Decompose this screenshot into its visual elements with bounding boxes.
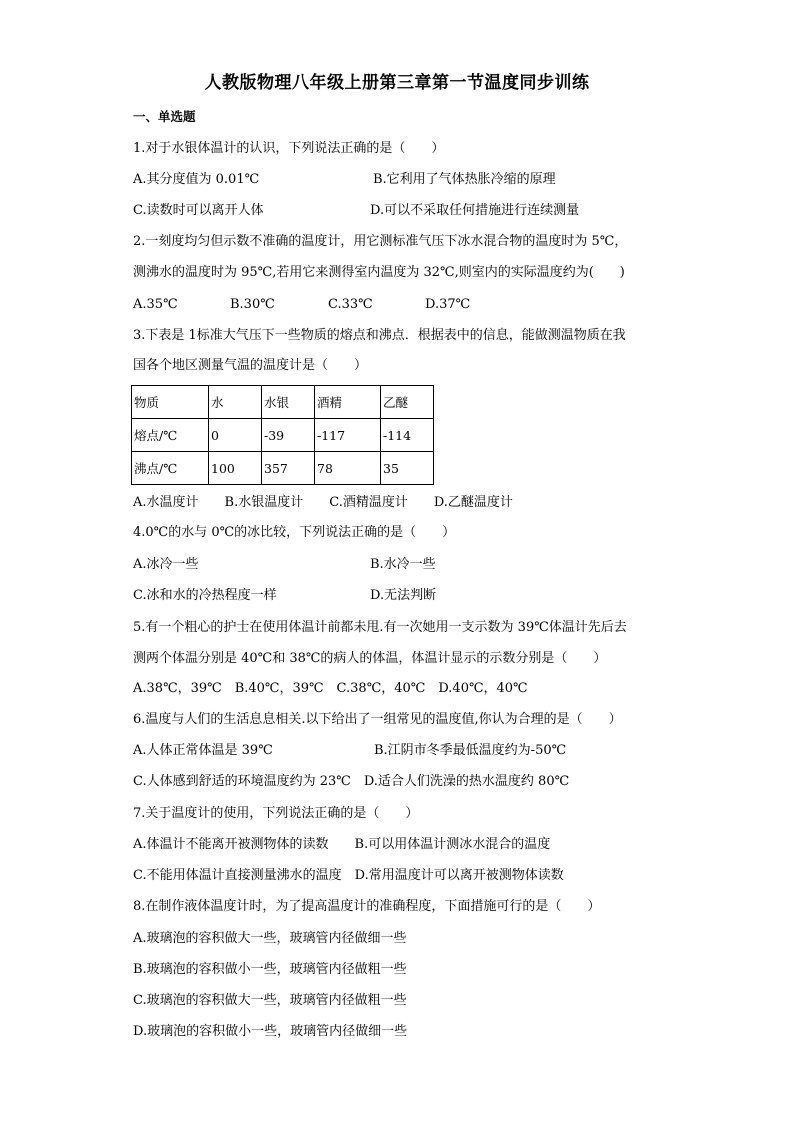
question-7-options-ab: A.体温计不能离开被测物体的读数 B.可以用体温计测冰水混合的温度 (133, 837, 551, 852)
question-4-option-b: B.水冷一些 (370, 557, 436, 572)
page-title: 人教版物理八年级上册第三章第一节温度同步训练 (204, 73, 590, 93)
question-3-stem-line-2: 国各个地区测量气温的温度计是（ ） (133, 358, 368, 373)
question-7-options-cd: C.不能用体温计直接测量沸水的温度 D.常用温度计可以离开被测物体读数 (133, 868, 564, 883)
question-4-stem: 4.0℃的水与 0℃的冰比较，下列说法正确的是（ ） (133, 525, 456, 540)
question-5-options: A.38℃，39℃ B.40℃，39℃ C.38℃，40℃ D.40℃，40℃ (133, 681, 528, 696)
question-1-option-a: A.其分度值为 0.01℃ (133, 172, 260, 187)
question-6-option-b: B.江阴市冬季最低温度约为-50℃ (374, 743, 567, 758)
question-5-stem-line-2: 测两个体温分别是 40℃和 38℃的病人的体温，体温计显示的示数分别是（ ） (133, 651, 607, 666)
table-row (132, 452, 434, 485)
table-cell: 熔点/℃ (132, 419, 209, 452)
question-2-option-d: D.37℃ (425, 297, 471, 312)
question-2-stem-line-1: 2.一刻度均匀但示数不准确的温度计，用它测标准气压下冰水混合物的温度时为 5℃， (133, 234, 628, 249)
question-3-options: A.水温度计 B.水银温度计 C.酒精温度计 D.乙醚温度计 (133, 495, 513, 510)
question-8-option-c: C.玻璃泡的容积做大一些，玻璃管内径做粗一些 (133, 993, 407, 1008)
question-4-option-c: C.冰和水的冷热程度一样 (133, 588, 277, 603)
question-1-stem: 1.对于水银体温计的认识，下列说法正确的是（ ） (133, 141, 445, 156)
section-heading: 一、单选题 (133, 109, 196, 124)
table-row (132, 419, 434, 452)
question-1-option-b: B.它利用了气体热胀冷缩的原理 (373, 172, 556, 187)
question-8-option-d: D.玻璃泡的容积做小一些，玻璃管内径做细一些 (133, 1024, 408, 1039)
table-header-cell: 物质 (132, 386, 209, 419)
table-header-row (132, 386, 434, 419)
table-cell: 78 (315, 452, 381, 485)
table-cell: 357 (262, 452, 315, 485)
question-7-stem: 7.关于温度计的使用，下列说法正确的是（ ） (133, 806, 419, 821)
question-6-option-a: A.人体正常体温是 39℃ (133, 743, 273, 758)
table-cell: -117 (315, 419, 381, 452)
table-cell: 35 (381, 452, 434, 485)
question-6-options-cd: C.人体感到舒适的环境温度约为 23℃ D.适合人们洗澡的热水温度约 80℃ (133, 774, 570, 789)
table-cell: 100 (209, 452, 262, 485)
question-4-option-d: D.无法判断 (370, 588, 437, 603)
table-cell: 0 (209, 419, 262, 452)
question-6-stem: 6.温度与人们的生活息息相关.以下给出了一组常见的温度值,你认为合理的是（ ） (133, 712, 622, 727)
table-header-cell: 水 (209, 386, 262, 419)
question-3-stem-line-1: 3.下表是 1标准大气压下一些物质的熔点和沸点．根据表中的信息，能做测温物质在我 (133, 328, 626, 343)
question-2-option-a: A.35℃ (133, 297, 178, 312)
melting-boiling-table (131, 385, 434, 485)
question-8-option-a: A.玻璃泡的容积做大一些，玻璃管内径做细一些 (133, 931, 407, 946)
table-header-cell: 乙醚 (381, 386, 434, 419)
table-header-cell: 酒精 (315, 386, 381, 419)
table-header-cell: 水银 (262, 386, 315, 419)
question-2-stem-line-2: 测沸水的温度时为 95℃,若用它来测得室内温度为 32℃,则室内的实际温度约为( ) (133, 265, 625, 280)
question-1-option-c: C.读数时可以离开人体 (133, 203, 264, 218)
table-cell: -39 (262, 419, 315, 452)
table-cell: 沸点/℃ (132, 452, 209, 485)
question-5-stem-line-1: 5.有一个粗心的护士在使用体温计前都未甩.有一次她用一支示数为 39℃体温计先后去 (133, 620, 627, 635)
table-cell: -114 (381, 419, 434, 452)
question-2-option-b: B.30℃ (230, 297, 275, 312)
question-8-stem: 8.在制作液体温度计时，为了提高温度计的准确程度，下面措施可行的是（ ） (133, 899, 601, 914)
question-8-option-b: B.玻璃泡的容积做小一些，玻璃管内径做粗一些 (133, 962, 407, 977)
question-1-option-d: D.可以不采取任何措施进行连续测量 (370, 203, 580, 218)
question-4-option-a: A.冰冷一些 (133, 557, 199, 572)
question-2-option-c: C.33℃ (328, 297, 373, 312)
